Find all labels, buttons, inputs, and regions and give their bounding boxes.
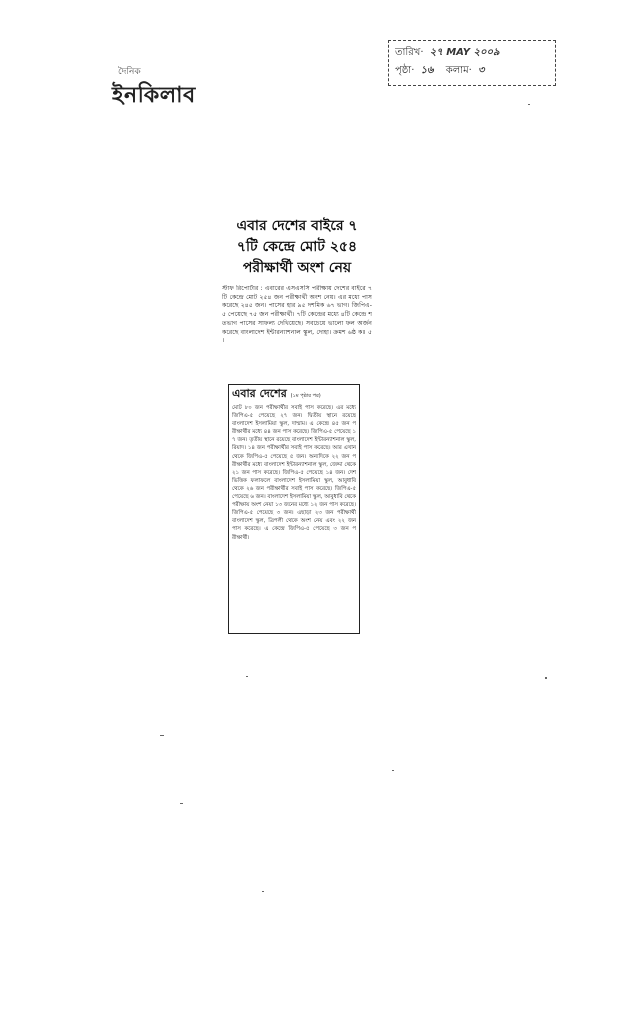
stamp-column-label: কলাম bbox=[445, 65, 469, 76]
scan-speck bbox=[180, 803, 183, 804]
continued-headline: এবার দেশের bbox=[232, 387, 287, 400]
article-headline-line-1: এবার দেশের বাইরে ৭ bbox=[236, 218, 358, 234]
article-headline-line-2: ৭টি কেন্দ্রে মোট ২৫৪ bbox=[236, 239, 358, 255]
newspaper-masthead: ইনকিলাব bbox=[112, 83, 196, 108]
scan-speck bbox=[262, 891, 264, 892]
stamp-page-label: পৃষ্ঠা bbox=[395, 65, 412, 76]
stamp-date-label: তারিখ bbox=[395, 47, 421, 58]
scan-speck bbox=[160, 735, 164, 736]
stamp-date-value: ২৭ MAY ২০০৯ bbox=[429, 47, 500, 58]
stamp-date-row: তারিখ· ২৭ MAY ২০০৯ bbox=[395, 47, 500, 58]
stamp-column-value: ৩ bbox=[478, 65, 485, 76]
scan-speck bbox=[528, 104, 530, 105]
article-clipping-main bbox=[222, 216, 372, 363]
continued-headline-row bbox=[232, 387, 356, 403]
article-clipping-continued bbox=[228, 384, 360, 634]
continued-article-body: মোট ৮০ জন পরীক্ষার্থীর সবাই পাস করেছে। এর মধ্যে জিপিএ-৫ পেয়েছে ২৭ জন। দ্বিতীয় স্থানে রয়েছে বাংলাদেশ ইসলামিয়া স্কুল, দাম্মাম। এ কেন্দ্রে ৪৫ জন পরীক্ষার্থীর মধ্যে ৪৪ জন পাস করেছে। জিপিএ-৫ পেয়েছে ১৭ জন। তৃতীয় স্থানে রয়েছে বাংলাদেশ ইন্টারন্যাশনাল স্কুল, রিয়াদ। ১৪ জন পরীক্ষার্থীর সবাই পাস করেছে। আর এখান থেকে জিপিএ-৫ পেয়েছে ৫ জন। অন্যদিকে ২২ জন পরীক্ষার্থীর মধ্যে বাংলাদেশ ইন্টারন্যাশনাল স্কুল, জেদ্দা থেকে ২১ জন পাস করেছে। জিপিএ-৫ পেয়েছে ১৪ জন। দেশ ভিত্তিক ফলাফলে বাংলাদেশ ইসলামিয়া স্কুল, আবুধাবি থেকে ২৬ জন পরীক্ষার্থীর সবাই পাস করেছে। জিপিএ-৫ পেয়েছে ৬ জন। বাংলাদেশ ইসলামিয়া স্কুল, আবুধাবি থেকে পরীক্ষায় অংশ নেয়া ১৩ জনের মধ্যে ১২ জন পাস করেছে। জিপিএ-৫ পেয়েছে ৩ জন। এছাড়া ২৩ জন পরীক্ষার্থী বাংলাদেশ স্কুল, ত্রিপলী থেকে অংশ নেয় এবং ২২ জন পাস করেছে। এ কেন্দ্রে জিপিএ-৫ পেয়েছে ৩ জন পরীক্ষার্থী। bbox=[232, 405, 356, 541]
masthead-small-text: দৈনিক bbox=[118, 67, 141, 77]
article-body: স্টাফ রিপোর্টার : এবারের এসএসসি পরীক্ষায় দেশের বাইরে ৭টি কেন্দ্রে মোট ২৫৪ জন পরীক্ষার্থী অংশ নেয়। এর মধ্যে পাস করেছে ২৪৫ জন। পাসের হার ৯৫ দশমিক ৬৭ ভাগ। জিপিএ-৫ পেয়েছে ৭৫ জন পরীক্ষার্থী। ৭টি কেন্দ্রের মধ্যে ৪টি কেন্দ্রে শতভাগ পাসের সাফল্য দেখিয়েছে। সবচেয়ে ভালো ফল অর্জন করেছে বাংলাদেশ ইন্টারন্যাশনাল স্কুল, দোহা। ক্রমশ ৬ষ্ঠ কঃ ৫। bbox=[222, 285, 372, 345]
stamp-page-row: পৃষ্ঠা· ১৬ কলাম· ৩ bbox=[395, 65, 485, 76]
scan-speck bbox=[246, 676, 248, 677]
scan-speck bbox=[392, 770, 394, 771]
scan-speck bbox=[545, 677, 547, 679]
continued-header-note: (১ম পৃষ্ঠার পর) bbox=[290, 393, 321, 399]
article-headline-line-3: পরীক্ষার্থী অংশ নেয় bbox=[242, 260, 352, 276]
stamp-page-value: ১৬ bbox=[420, 65, 434, 76]
clipping-stamp bbox=[388, 40, 556, 86]
